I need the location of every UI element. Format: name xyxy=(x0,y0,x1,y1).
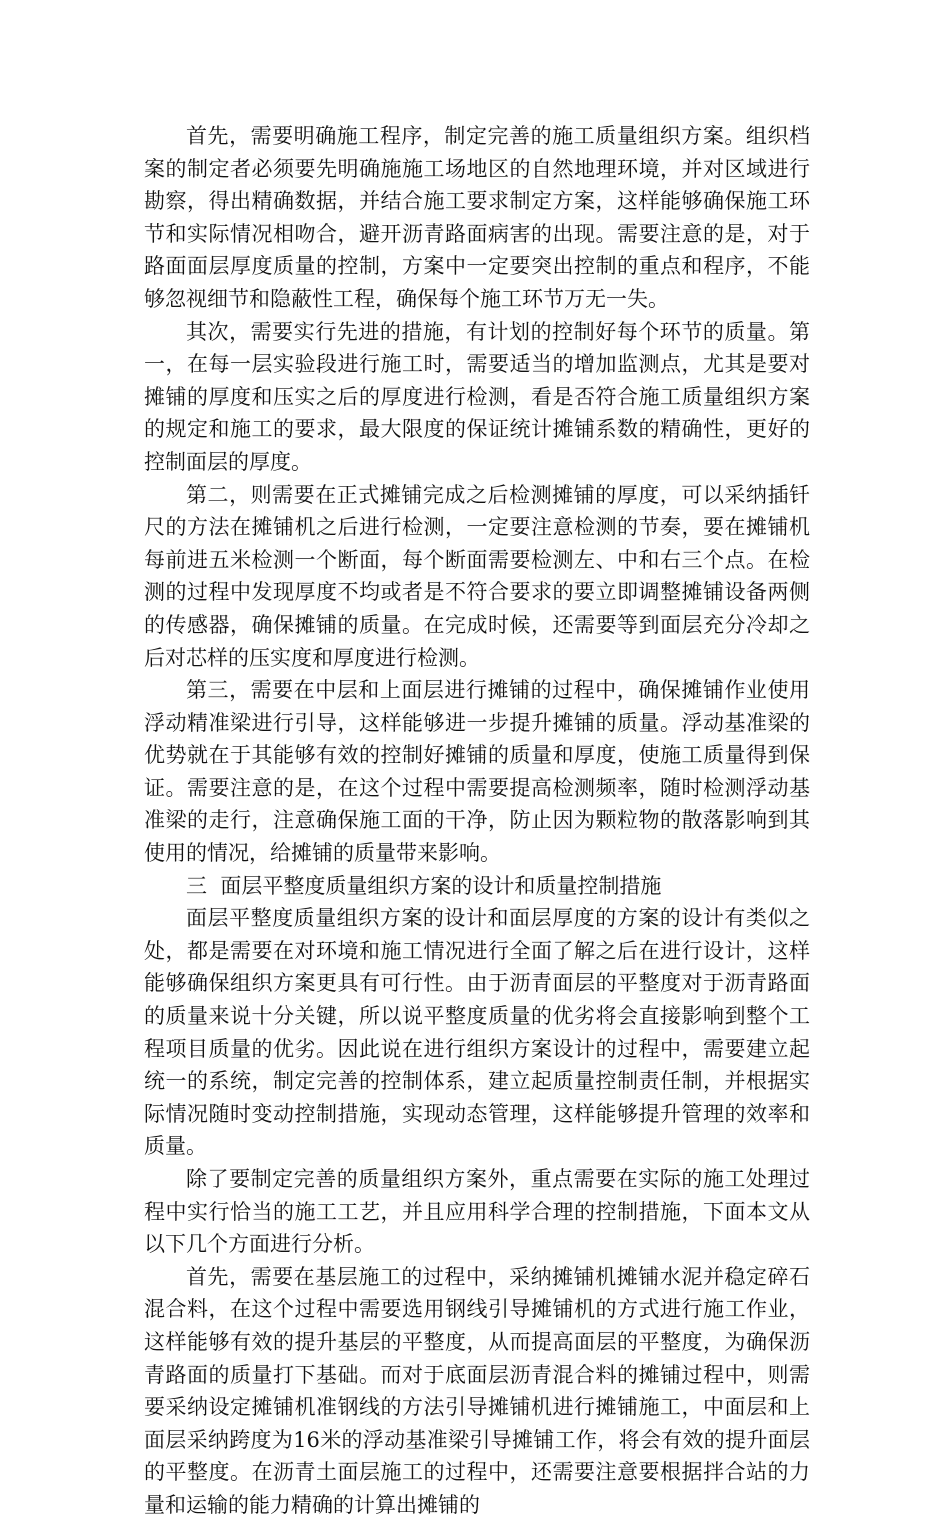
paragraph-flatness-design: 面层平整度质量组织方案的设计和面层厚度的方案的设计有类似之处，都是需要在对环境和施工情况进行全面了解之后在进行设计，这样能够确保组织方案更具有可行性。由于沥青面层的平整度对于沥青路面的质量来说十分关键，所以说平整度质量的优劣将会直接影响到整个工程项目质量的优劣。因此说在进行组织方案设计的过程中，需要建立起统一的系统，制定完善的控制体系，建立起质量控制责任制，并根据实际情况随时变动控制措施，实现动态管理，这样能够提升管理的效率和质量。 xyxy=(144,906,810,1159)
paragraph-thickness-inspection: 第二，则需要在正式摊铺完成之后检测摊铺的厚度，可以采纳插钎尺的方法在摊铺机之后进行检测，一定要注意检测的节奏，要在摊铺机每前进五米检测一个断面，每个断面需要检测左、中和右三个点。在检测的过程中发现厚度不均或者是不符合要求的要立即调整摊铺设备两侧的传感器，确保摊铺的质量。在完成时候，还需要等到面层充分冷却之后对芯样的压实度和厚度进行检测。 xyxy=(144,482,810,670)
paragraph-construction-program: 首先，需要明确施工程序，制定完善的施工质量组织方案。组织档案的制定者必须要先明确施施工场地区的自然地理环境，并对区域进行勘察，得出精确数据，并结合施工要求制定方案，这样能够确保施工环节和实际情况相吻合，避开沥青路面病害的出现。需要注意的是，对于路面面层厚度质量的控制，方案中一定要突出控制的重点和程序，不能够忽视细节和隐蔽性工程，确保每个施工环节万无一失。 xyxy=(144,124,810,311)
section-heading: 三 面层平整度质量组织方案的设计和质量控制措施 xyxy=(186,873,662,898)
paragraph-construction-process: 除了要制定完善的质量组织方案外，重点需要在实际的施工处理过程中实行恰当的施工工艺，并且应用科学合理的控制措施，下面本文从以下几个方面进行分析。 xyxy=(144,1167,810,1257)
document-page xyxy=(144,120,810,1522)
paragraph-advanced-measures: 其次，需要实行先进的措施，有计划的控制好每个环节的质量。第一，在每一层实验段进行施工时，需要适当的增加监测点，尤其是要对摊铺的厚度和压实之后的厚度进行检测，看是否符合施工质量组织方案的规定和施工的要求，最大限度的保证统计摊铺系数的精确性，更好的控制面层的厚度。 xyxy=(144,319,810,474)
paragraph-floating-beam: 第三，需要在中层和上面层进行摊铺的过程中，确保摊铺作业使用浮动精准梁进行引导，这样能够进一步提升摊铺的质量。浮动基准梁的优势就在于其能够有效的控制好摊铺的质量和厚度，使施工质量得到保证。需要注意的是，在这个过程中需要提高检测频率，随时检测浮动基准梁的走行，注意确保施工面的干净，防止因为颗粒物的散落影响到其使用的情况，给摊铺的质量带来影响。 xyxy=(144,678,810,866)
paragraph-base-layer: 首先，需要在基层施工的过程中，采纳摊铺机摊铺水泥并稳定碎石混合料，在这个过程中需要选用钢线引导摊铺机的方式进行施工作业，这样能够有效的提升基层的平整度，从而提高面层的平整度，为确保沥青路面的质量打下基础。而对于底面层沥青混合料的摊铺过程中，则需要采纳设定摊铺机准钢线的方法引导摊铺机进行摊铺施工，中面层和上面层采纳跨度为16米的浮动基准梁引导摊铺工作，将会有效的提升面层的平整度。在沥青土面层施工的过程中，还需要注意要根据拌合站的力量和运输的能力精确的计算出摊铺的 xyxy=(144,1264,810,1517)
